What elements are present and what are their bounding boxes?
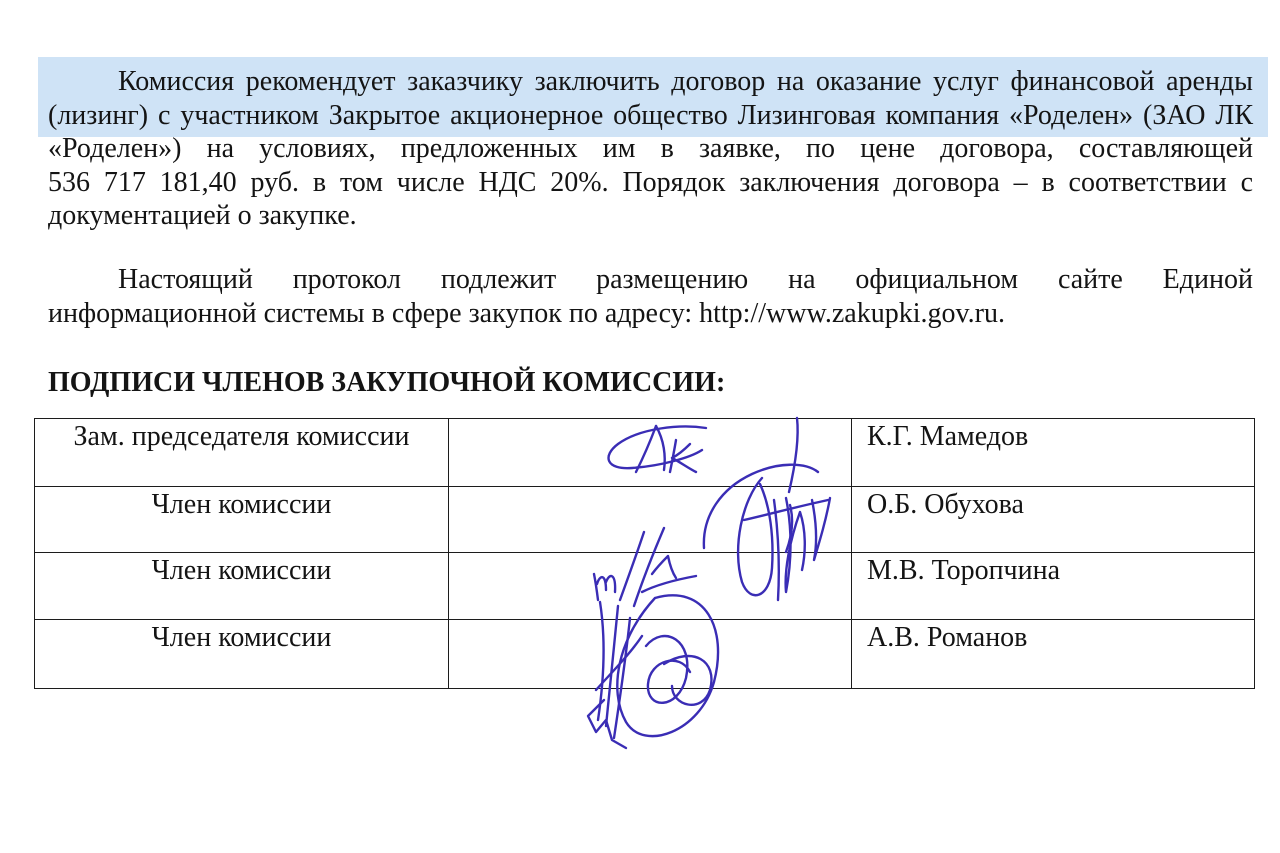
member-name-cell xyxy=(852,419,1255,487)
member-name-cell xyxy=(852,620,1255,689)
signature-cell xyxy=(449,487,852,553)
member-role: Член комиссии xyxy=(151,622,332,653)
signatures-heading: ПОДПИСИ ЧЛЕНОВ ЗАКУПОЧНОЙ КОМИССИИ: xyxy=(48,367,726,398)
paragraph-line: «Роделен») на условиях, предложенных им в заявке, по цене договора, составляющей xyxy=(48,133,1253,164)
commission-member-row xyxy=(35,419,1255,487)
paragraph-line: Комиссия рекомендует заказчику заключить договор на оказание услуг финансовой аренды xyxy=(118,66,1253,97)
paragraph-line: документацией о закупке. xyxy=(48,200,357,231)
member-name-cell xyxy=(852,553,1255,620)
signatures-table xyxy=(34,418,1255,689)
signature-cell xyxy=(449,620,852,689)
member-role: Член комиссии xyxy=(151,489,332,520)
paragraph-line: информационной системы в сфере закупок по адресу: http://www.zakupki.gov.ru. xyxy=(48,297,1006,329)
role-cell xyxy=(35,553,449,620)
signature-stroke xyxy=(588,700,626,748)
commission-member-row xyxy=(35,620,1255,689)
role-cell xyxy=(35,620,449,689)
paragraph-line: 536 717 181,40 руб. в том числе НДС 20%. Порядок заключения договора – в соответствии с xyxy=(48,166,1253,198)
paragraph-line: Настоящий протокол подлежит размещению на официальном сайте Единой xyxy=(118,264,1253,295)
member-name: К.Г. Мамедов xyxy=(867,421,1029,452)
signature-cell xyxy=(449,553,852,620)
recommendation-paragraph xyxy=(48,65,1253,233)
member-name-cell xyxy=(852,487,1255,553)
paragraph-line: (лизинг) с участником Закрытое акционерное общество Лизинговая компания «Роделен» (ЗАО ЛК xyxy=(48,99,1253,131)
member-role: Член комиссии xyxy=(151,555,332,586)
member-name: А.В. Романов xyxy=(867,622,1028,653)
member-name: М.В. Торопчина xyxy=(867,555,1061,586)
role-cell xyxy=(35,487,449,553)
member-name: О.Б. Обухова xyxy=(867,489,1024,520)
publication-paragraph xyxy=(48,263,1253,330)
commission-member-row xyxy=(35,553,1255,620)
role-cell xyxy=(35,419,449,487)
commission-member-row xyxy=(35,487,1255,553)
member-role: Зам. председателя комиссии xyxy=(73,421,410,452)
signature-cell xyxy=(449,419,852,487)
